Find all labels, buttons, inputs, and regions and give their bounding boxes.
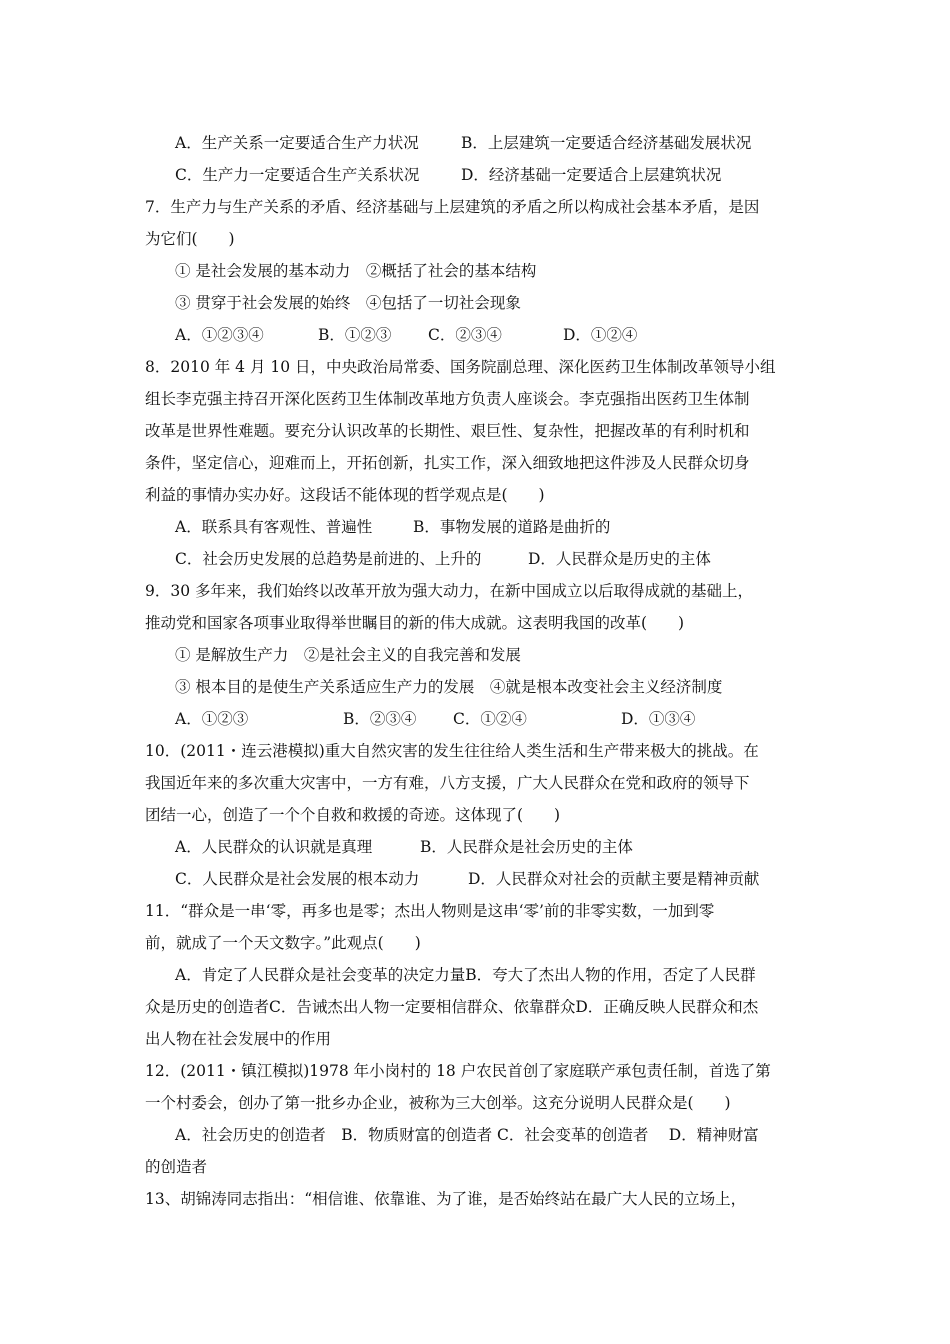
q12-options-line: A．社会历史的创造者 B．物质财富的创造者 C．社会变革的创造者 D．精神财富 (175, 1126, 759, 1144)
q10-stem-line: 团结一心，创造了一个个自救和救援的奇迹。这体现了( ) (145, 806, 561, 824)
q6-option-b: B．上层建筑一定要适合经济基础发展状况 (461, 134, 752, 152)
q11-stem-line: 11．“群众是一串‘零，再多也是零；杰出人物则是这串‘零’前的非零实数，一加到零 (145, 902, 715, 920)
q9-stem-line: 9．30 多年来，我们始终以改革开放为强大动力，在新中国成立以后取得成就的基础上， (145, 582, 754, 600)
q10-option-a: A．人民群众的认识就是真理 (175, 838, 373, 856)
q11-options-line: 众是历史的创造者C．告诫杰出人物一定要相信群众、依靠群众D．正确反映人民群众和杰 (145, 998, 759, 1016)
q8-stem-line: 8．2010 年 4 月 10 日，中央政治局常委、国务院副总理、深化医药卫生体制改革领导小组 (145, 358, 776, 376)
q7-option-d: D．①②④ (563, 326, 638, 344)
q10-option-b: B．人民群众是社会历史的主体 (420, 838, 633, 856)
q10-stem-line: 10．(2011・连云港模拟)重大自然灾害的发生往往给人类生活和生产带来极大的挑战。在 (145, 742, 759, 760)
q8-stem-line: 利益的事情办实办好。这段话不能体现的哲学观点是( ) (145, 486, 545, 504)
q8-option-c: C．社会历史发展的总趋势是前进的、上升的 (175, 550, 482, 568)
q7-option-b: B．①②③ (318, 326, 392, 344)
q11-options-line: 出人物在社会发展中的作用 (145, 1030, 332, 1048)
q9-stem-line: 推动党和国家各项事业取得举世瞩目的新的伟大成就。这表明我国的改革( ) (145, 614, 685, 632)
q7-item: ③ 贯穿于社会发展的始终 ④包括了一切社会现象 (175, 294, 521, 312)
q8-stem-line: 组长李克强主持召开深化医药卫生体制改革地方负责人座谈会。李克强指出医药卫生体制 (145, 390, 750, 408)
q12-stem-line: 12．(2011・镇江模拟)1978 年小岗村的 18 户农民首创了家庭联产承包责任制，首选了第 (145, 1062, 771, 1080)
q9-option-d: D．①③④ (621, 710, 696, 728)
q7-item: ① 是社会发展的基本动力 ②概括了社会的基本结构 (175, 262, 537, 280)
q6-option-a: A．生产关系一定要适合生产力状况 (175, 134, 419, 152)
q8-option-b: B．事物发展的道路是曲折的 (413, 518, 611, 536)
q7-option-c: C．②③④ (428, 326, 502, 344)
q8-stem-line: 改革是世界性难题。要充分认识改革的长期性、艰巨性、复杂性，把握改革的有利时机和 (145, 422, 750, 440)
q10-option-d: D．人民群众对社会的贡献主要是精神贡献 (468, 870, 760, 888)
q9-option-b: B．②③④ (343, 710, 417, 728)
q9-option-c: C．①②④ (453, 710, 527, 728)
q8-option-a: A．联系具有客观性、普遍性 (175, 518, 373, 536)
q9-item: ③ 根本目的是使生产关系适应生产力的发展 ④就是根本改变社会主义经济制度 (175, 678, 723, 696)
q8-option-d: D．人民群众是历史的主体 (528, 550, 711, 568)
q12-stem-line: 一个村委会，创办了第一批乡办企业，被称为三大创举。这充分说明人民群众是( ) (145, 1094, 731, 1112)
q6-option-d: D．经济基础一定要适合上层建筑状况 (461, 166, 722, 184)
q11-stem-line: 前，就成了一个天文数字。”此观点( ) (145, 934, 421, 952)
q7-stem-line: 7．生产力与生产关系的矛盾、经济基础与上层建筑的矛盾之所以构成社会基本矛盾，是因 (145, 198, 760, 216)
q9-option-a: A．①②③ (175, 710, 249, 728)
q8-stem-line: 条件，坚定信心，迎难而上，开拓创新，扎实工作，深入细致地把这件涉及人民群众切身 (145, 454, 750, 472)
q9-item: ① 是解放生产力 ②是社会主义的自我完善和发展 (175, 646, 521, 664)
q12-options-line: 的创造者 (145, 1158, 208, 1176)
q11-options-line: A．肯定了人民群众是社会变革的决定力量B．夸大了杰出人物的作用，否定了人民群 (175, 966, 756, 984)
q7-stem-line: 为它们( ) (145, 230, 235, 248)
q6-option-c: C．生产力一定要适合生产关系状况 (175, 166, 420, 184)
q10-option-c: C．人民群众是社会发展的根本动力 (175, 870, 420, 888)
q7-option-a: A．①②③④ (175, 326, 264, 344)
q13-stem-line: 13、胡锦涛同志指出：“相信谁、依靠谁、为了谁，是否始终站在最广大人民的立场上， (145, 1190, 747, 1208)
q10-stem-line: 我国近年来的多次重大灾害中，一方有难，八方支援，广大人民群众在党和政府的领导下 (145, 774, 750, 792)
